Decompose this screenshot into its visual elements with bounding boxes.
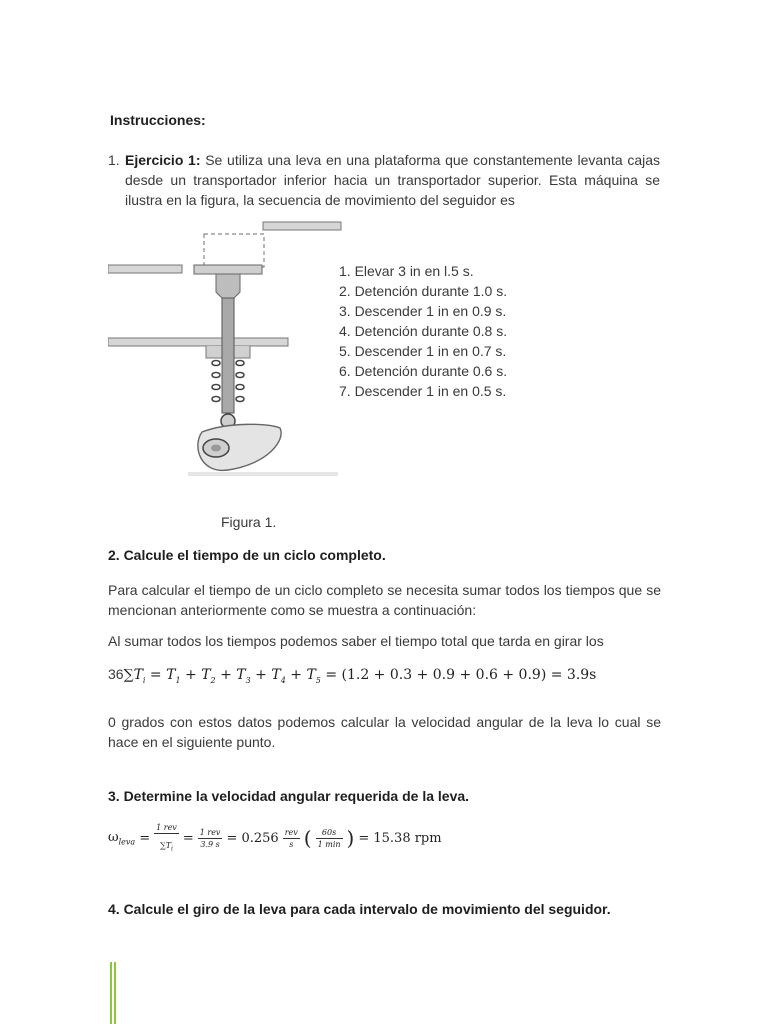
eq-prefix: 36: [108, 666, 124, 682]
motion-steps: [339, 261, 659, 401]
step-item: 1. Elevar 3 in en l.5 s.: [339, 263, 474, 279]
eq-term: T: [236, 667, 246, 683]
f3-den: s: [289, 839, 294, 849]
margin-bar-1: [110, 962, 112, 1024]
frame-beam: [108, 338, 288, 346]
step-item: 4. Detención durante 0.8 s.: [339, 323, 508, 339]
f4-num: 60s: [316, 827, 343, 839]
step-item: 5. Descender 1 in en 0.7 s.: [339, 343, 507, 359]
step-item: 3. Descender 1 in en 0.9 s.: [339, 303, 507, 319]
ex1-text: Se utiliza una leva en una plataforma que constantemente levanta cajas desde un transportador inferior hacia un transportador superior. Esta máquina se ilustra en la figura, la secuencia de movimiento del seguidor es: [125, 152, 660, 208]
f4-den: 1 min: [317, 839, 341, 849]
f1-num: 1 rev: [156, 823, 177, 832]
fraction-2: [198, 827, 223, 850]
q4-title: 4. Calcule el giro de la leva para cada intervalo de movimiento del seguidor.: [108, 901, 611, 917]
eq-term-sub: 2: [210, 675, 216, 685]
equals: =: [139, 830, 151, 846]
result: = 15.38 rpm: [358, 830, 442, 846]
q2-equation: [108, 663, 596, 692]
f2-den: 3.9 s: [200, 839, 220, 849]
eq-lhs: ∑T: [123, 667, 143, 683]
f1-den-sub: i: [171, 845, 173, 853]
step-item: 7. Descender 1 in en 0.5 s.: [339, 383, 507, 399]
eq-term-sub: 3: [245, 675, 251, 685]
omega-symbol: [108, 830, 135, 847]
q3-equation: [108, 822, 442, 855]
q2-para1: Para calcular el tiempo de un ciclo completo se necesita sumar todos los tiempos que se mencionan anteriormente como se muestra a continuación:: [108, 582, 661, 618]
eq-rhs: = (1.2 + 0.3 + 0.9 + 0.6 + 0.9) = 3.9s: [325, 667, 597, 683]
step-item: 6. Detención durante 0.6 s.: [339, 363, 508, 379]
eq-term-sub: 1: [175, 675, 181, 685]
platform: [194, 265, 262, 274]
ex1-label: Ejercicio 1:: [125, 152, 201, 168]
omega-sub: leva: [118, 837, 136, 847]
eq-lhs-sub: i: [142, 675, 146, 685]
figure-caption: Figura 1.: [221, 514, 277, 530]
step-item: 2. Detención durante 1.0 s.: [339, 283, 508, 299]
paren-open: (: [303, 826, 312, 851]
q2-para2: Al sumar todos los tiempos podemos saber el tiempo total que tarda en girar los: [108, 633, 604, 649]
eq-term: T: [201, 667, 211, 683]
eq-term-sub: 4: [280, 675, 286, 685]
follower-rod: [222, 298, 234, 413]
fraction-3: [283, 827, 300, 850]
cam-shaft-center: [211, 445, 221, 452]
f3-num: rev: [284, 827, 298, 837]
f1-den: ∑T: [159, 841, 172, 850]
paren-close: ): [346, 826, 355, 851]
equals: =: [182, 830, 194, 846]
eq-term: T: [271, 667, 281, 683]
instructions-heading: Instrucciones:: [110, 112, 206, 128]
fraction-4: [316, 827, 343, 850]
ex1-paragraph: [125, 150, 660, 212]
eq-body: $\sum T_i = T_1 + T_2 + T_3 + T_4 + T_5 = (1.2 + 0.3 + 0.9 + 0.6 + 0.9) = 3.9s$: [123, 667, 597, 685]
f1-den-wrap: [154, 834, 179, 855]
lower-conveyor: [108, 265, 182, 273]
q2-para3: 0 grados con estos datos podemos calcular la velocidad angular de la leva lo cual se hace en el siguiente punto.: [108, 714, 661, 750]
dashed-box: [204, 234, 264, 267]
eq-term-sub: 5: [315, 675, 321, 685]
follower-collar: [216, 274, 240, 298]
ex1-number: 1.: [108, 152, 120, 168]
fraction-1: [154, 822, 179, 855]
margin-bar-2: [114, 962, 116, 1024]
q3-title: 3. Determine la velocidad angular requerida de la leva.: [108, 788, 470, 804]
q2-title: 2. Calcule el tiempo de un ciclo completo.: [108, 547, 386, 563]
upper-conveyor: [263, 222, 341, 230]
omega: ω: [108, 830, 119, 845]
mid-value: = 0.256: [226, 830, 279, 846]
eq-term: T: [166, 667, 176, 683]
eq-term: T: [306, 667, 316, 683]
cam-mechanism-figure: [108, 218, 343, 480]
f2-num: 1 rev: [199, 827, 221, 837]
